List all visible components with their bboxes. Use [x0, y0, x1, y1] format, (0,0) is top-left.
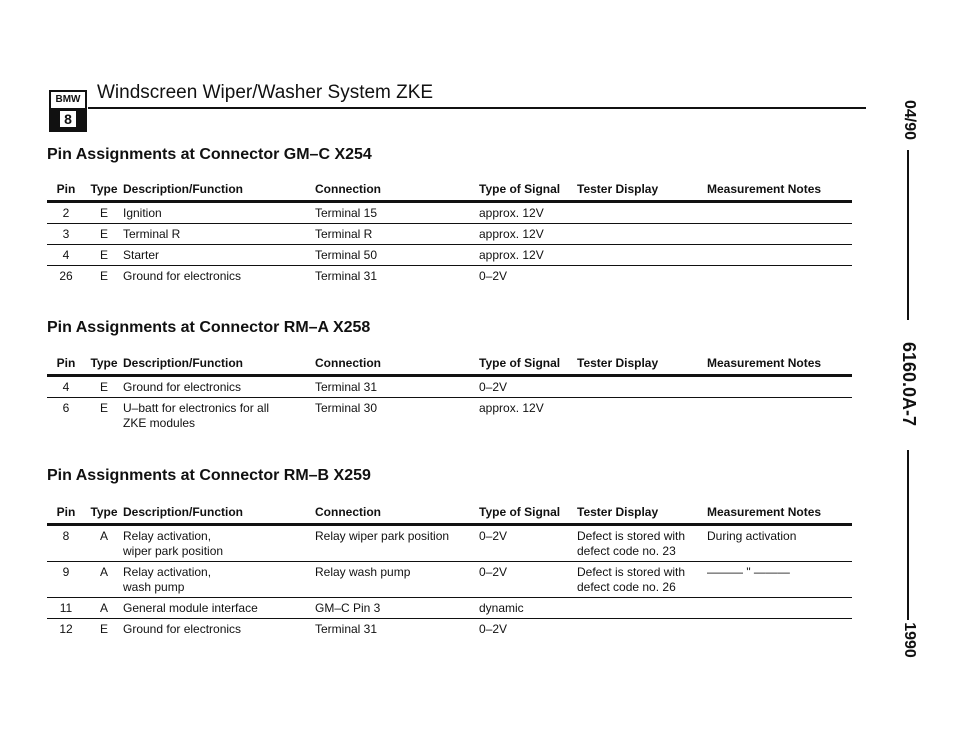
section-title-x258: Pin Assignments at Connector RM–A X258: [47, 319, 371, 336]
table-row: [47, 224, 852, 245]
column-header: Connection: [315, 504, 479, 525]
pin-cell: 3: [47, 224, 85, 245]
notes-cell: [707, 398, 852, 434]
tester-cell: [577, 266, 707, 287]
column-header: Type: [85, 355, 123, 376]
notes-cell: ——— " ———: [707, 562, 852, 598]
column-header: Description/Function: [123, 181, 315, 202]
pin-table-x258: [47, 355, 852, 433]
connection-cell: Terminal 50: [315, 245, 479, 266]
connection-cell: Terminal 15: [315, 202, 479, 224]
signal-cell: 0–2V: [479, 376, 577, 398]
notes-cell: [707, 224, 852, 245]
logo-brand-text: BMW: [51, 92, 85, 110]
notes-cell: During activation: [707, 525, 852, 562]
pin-cell: 26: [59, 269, 73, 283]
pin-cell: 2: [47, 202, 85, 224]
table-row: [47, 202, 852, 224]
tester-cell: Defect is stored with defect code no. 23: [577, 525, 707, 562]
pin-cell: 11: [47, 598, 85, 619]
description-cell: Relay activation, wash pump: [123, 562, 315, 598]
table-row: [47, 525, 852, 562]
signal-cell: approx. 12V: [479, 202, 577, 224]
table-row: [47, 598, 852, 619]
description-cell: General module interface: [123, 598, 315, 619]
type-cell: E: [85, 376, 123, 398]
side-document-code: 6160.0A-7: [899, 341, 919, 427]
signal-cell: 0–2V: [479, 525, 577, 562]
column-header: Type: [85, 504, 123, 525]
table-header-row: [47, 181, 852, 202]
column-header: Tester Display: [577, 504, 707, 525]
side-rule: [907, 150, 909, 320]
section-title-x259: Pin Assignments at Connector RM–B X259: [47, 467, 371, 484]
description-cell: Ground for electronics: [123, 376, 315, 398]
tester-cell: [577, 598, 707, 619]
notes-cell: [707, 202, 852, 224]
description-cell: Ground for electronics: [123, 269, 242, 283]
side-date-label: 04/90: [901, 99, 918, 141]
bmw-8-series-logo: [49, 90, 87, 132]
table-row: [47, 398, 852, 434]
column-header: Description/Function: [123, 355, 315, 376]
table-row: [47, 245, 852, 266]
column-header: Type of Signal: [479, 355, 577, 376]
pin-table-x259: [47, 504, 852, 639]
type-cell: A: [85, 598, 123, 619]
column-header: Measurement Notes: [707, 181, 852, 202]
column-header: Measurement Notes: [707, 355, 852, 376]
logo-series-number: 8: [60, 111, 76, 127]
table-header-row: [47, 355, 852, 376]
side-rule: [907, 450, 909, 620]
description-cell: Relay activation, wiper park position: [123, 525, 315, 562]
pin-cell: 8: [47, 525, 85, 562]
connection-cell: Terminal 31: [315, 622, 378, 636]
signal-cell: approx. 12V: [479, 224, 577, 245]
column-header: Tester Display: [577, 181, 707, 202]
table-row: [47, 619, 852, 640]
pin-table-x254: [47, 181, 852, 286]
connection-cell: Terminal R: [315, 224, 479, 245]
side-year-label: 1990: [901, 622, 918, 658]
description-cell: Ignition: [123, 202, 315, 224]
pin-cell: 4: [47, 376, 85, 398]
type-cell: E: [99, 401, 108, 415]
column-header: Description/Function: [123, 504, 315, 525]
type-cell: A: [85, 525, 123, 562]
type-cell: E: [85, 224, 123, 245]
connection-cell: GM–C Pin 3: [315, 598, 479, 619]
pin-cell: 9: [47, 562, 85, 598]
notes-cell: [707, 245, 852, 266]
column-header: Type of Signal: [479, 504, 577, 525]
column-header: Pin: [47, 181, 85, 202]
signal-cell: approx. 12V: [479, 401, 544, 415]
signal-cell: 0–2V: [479, 269, 508, 283]
type-cell: E: [99, 269, 108, 283]
connection-cell: Terminal 31: [315, 269, 378, 283]
signal-cell: dynamic: [479, 598, 577, 619]
connection-cell: Terminal 31: [315, 376, 479, 398]
tester-cell: [577, 619, 707, 640]
column-header: Pin: [47, 355, 85, 376]
tester-cell: [577, 224, 707, 245]
type-cell: E: [85, 202, 123, 224]
document-title: Windscreen Wiper/Washer System ZKE: [97, 82, 434, 103]
signal-cell: 0–2V: [479, 622, 508, 636]
description-cell: Ground for electronics: [123, 622, 242, 636]
title-rule: [88, 107, 866, 109]
column-header: Measurement Notes: [707, 504, 852, 525]
table-row: [47, 376, 852, 398]
column-header: Connection: [315, 355, 479, 376]
pin-cell: 6: [62, 401, 70, 415]
tester-cell: [577, 376, 707, 398]
connection-cell: Relay wash pump: [315, 562, 479, 598]
column-header: Type: [85, 181, 123, 202]
signal-cell: approx. 12V: [479, 245, 577, 266]
table-row: [47, 266, 852, 287]
connection-cell: Relay wiper park position: [315, 525, 479, 562]
type-cell: E: [85, 245, 123, 266]
tester-cell: [577, 398, 707, 434]
type-cell: A: [85, 562, 123, 598]
column-header: Pin: [47, 504, 85, 525]
column-header: Tester Display: [577, 355, 707, 376]
connection-cell: Terminal 30: [315, 401, 378, 415]
column-header: Connection: [315, 181, 479, 202]
tester-cell: Defect is stored with defect code no. 26: [577, 562, 707, 598]
notes-cell: [707, 598, 852, 619]
column-header: Type of Signal: [479, 181, 577, 202]
signal-cell: 0–2V: [479, 562, 577, 598]
table-row: [47, 562, 852, 598]
table-header-row: [47, 504, 852, 525]
tester-cell: [577, 245, 707, 266]
description-cell: Terminal R: [123, 224, 315, 245]
notes-cell: [707, 266, 852, 287]
section-title-x254: Pin Assignments at Connector GM–C X254: [47, 146, 372, 163]
description-cell: Starter: [123, 245, 315, 266]
type-cell: E: [99, 622, 108, 636]
notes-cell: [707, 376, 852, 398]
pin-cell: 4: [47, 245, 85, 266]
description-cell: U–batt for electronics for all ZKE modules: [123, 401, 270, 430]
notes-cell: [707, 619, 852, 640]
tester-cell: [577, 202, 707, 224]
pin-cell: 12: [59, 622, 73, 636]
